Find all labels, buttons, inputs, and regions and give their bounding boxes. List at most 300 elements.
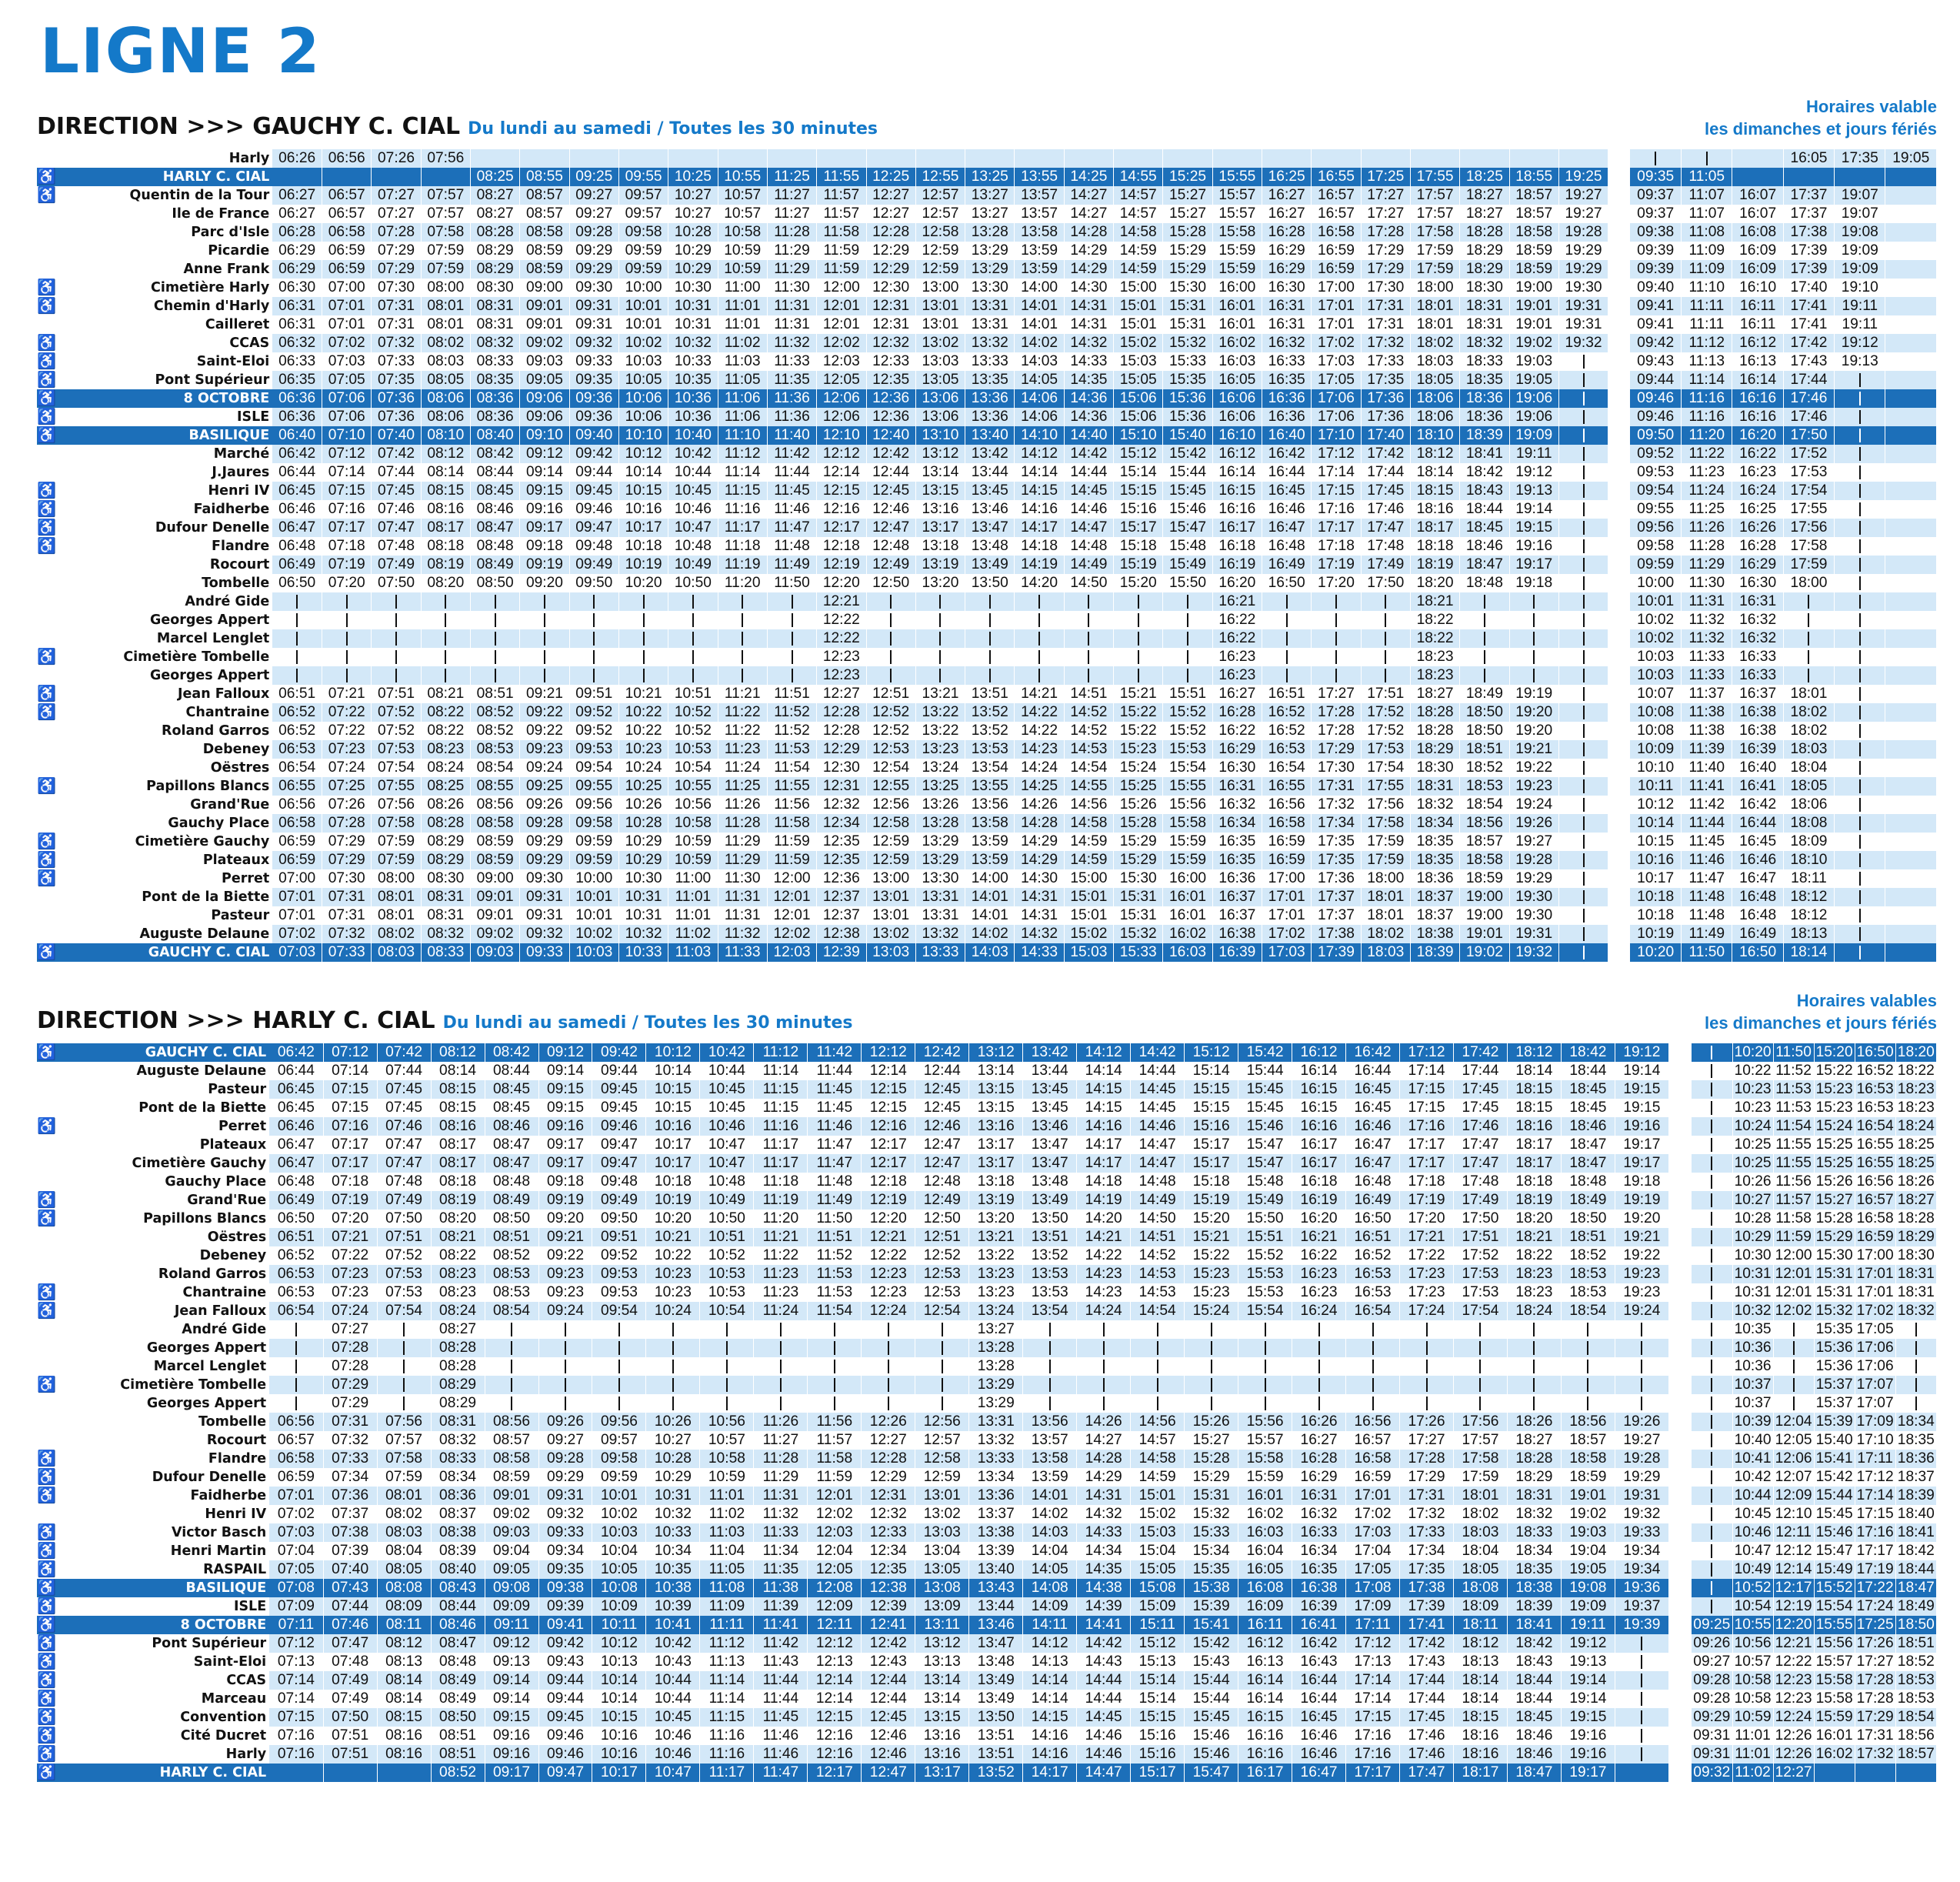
time-cell: 13:34 [969, 1468, 1023, 1487]
time-cell: 18:05 [1453, 1560, 1507, 1579]
time-cell [1885, 352, 1937, 371]
time-cell: 08:13 [377, 1653, 431, 1671]
time-cell [1835, 777, 1885, 796]
time-cell: 19:01 [1509, 297, 1558, 315]
time-cell: 06:32 [272, 334, 322, 352]
time-cell: 19:13 [1509, 482, 1558, 500]
time-cell [1885, 242, 1937, 260]
time-cell: 18:27 [1460, 205, 1509, 223]
time-cell: 17:41 [1783, 297, 1834, 315]
time-cell: 17:50 [1453, 1210, 1507, 1228]
time-cell: 06:52 [269, 1246, 323, 1265]
time-cell: 19:22 [1615, 1246, 1668, 1265]
time-cell: 13:51 [965, 685, 1015, 703]
no-stop-bar [1038, 669, 1040, 682]
time-cell: 07:27 [372, 205, 421, 223]
time-cell: 18:06 [1410, 389, 1459, 408]
stop-name: Pasteur [211, 908, 270, 923]
time-cell [1064, 648, 1113, 666]
time-cell: 08:44 [431, 1597, 485, 1616]
no-stop-bar [1711, 1507, 1712, 1521]
time-cell: 06:57 [322, 186, 372, 205]
no-stop-bar [346, 613, 348, 627]
time-cell: 11:05 [700, 1560, 754, 1579]
time-cell: 19:32 [1509, 943, 1558, 962]
time-cell: 15:44 [1185, 1690, 1238, 1708]
time-cell: 10:42 [1732, 1468, 1773, 1487]
wheelchair-icon: ♿ [37, 649, 56, 666]
time-cell: 16:28 [1292, 1450, 1346, 1468]
time-cell: 09:31 [520, 888, 569, 906]
time-cell: 12:23 [1773, 1690, 1814, 1708]
no-stop-bar [643, 650, 645, 664]
time-cell: 17:02 [1312, 334, 1361, 352]
time-cell: 15:39 [1814, 1413, 1855, 1431]
no-stop-bar [544, 650, 545, 664]
time-cell: 08:17 [431, 1154, 485, 1173]
time-cell: 12:47 [862, 1764, 915, 1782]
time-cell: 13:11 [915, 1616, 969, 1634]
time-cell: 13:52 [1023, 1246, 1077, 1265]
time-cell: 19:24 [1615, 1302, 1668, 1320]
time-cell [1885, 759, 1937, 777]
time-cell [1895, 1357, 1936, 1376]
no-stop-bar [888, 1378, 889, 1392]
time-cell: 07:47 [323, 1634, 377, 1653]
column-gap [1668, 1154, 1692, 1173]
table-row [37, 629, 1937, 648]
time-cell: 18:27 [1507, 1431, 1561, 1450]
time-cell: 12:18 [817, 537, 866, 556]
no-stop-bar [1211, 1378, 1212, 1392]
time-cell [1732, 168, 1783, 186]
time-cell: 18:06 [1410, 408, 1459, 426]
time-cell: 15:29 [1114, 833, 1163, 851]
stop-name: Chantraine [185, 705, 270, 720]
time-cell: 19:08 [1835, 223, 1885, 242]
time-cell: 14:46 [1077, 1745, 1131, 1764]
time-cell: 09:41 [1630, 315, 1681, 334]
no-stop-bar [1286, 595, 1288, 609]
time-cell: 15:29 [1114, 851, 1163, 869]
time-cell: 10:27 [646, 1431, 700, 1450]
time-cell: 12:33 [862, 1523, 915, 1542]
time-cell: 14:49 [1064, 556, 1113, 574]
time-cell: 10:53 [700, 1265, 754, 1283]
time-cell: 17:14 [1346, 1690, 1400, 1708]
column-gap [1668, 1653, 1692, 1671]
time-cell: 12:23 [817, 648, 866, 666]
time-cell: 12:27 [817, 685, 866, 703]
time-cell: 13:47 [965, 519, 1015, 537]
time-cell: 10:45 [1732, 1505, 1773, 1523]
no-stop-bar [1711, 1433, 1712, 1447]
time-cell [1615, 1727, 1668, 1745]
time-cell: 16:16 [1732, 408, 1783, 426]
time-cell: 12:01 [817, 297, 866, 315]
time-cell: 15:36 [1163, 389, 1212, 408]
time-cell [1885, 482, 1937, 500]
time-cell: 15:40 [1163, 426, 1212, 445]
time-cell: 09:32 [1692, 1764, 1732, 1782]
time-cell: 13:38 [969, 1523, 1023, 1542]
time-cell: 09:42 [1630, 334, 1681, 352]
time-cell: 16:31 [1292, 1487, 1346, 1505]
time-cell: 11:56 [767, 796, 816, 814]
time-cell [471, 629, 520, 648]
time-cell: 15:26 [1185, 1413, 1238, 1431]
no-stop-bar [1286, 613, 1288, 627]
time-cell: 10:39 [646, 1597, 700, 1616]
time-cell: 07:15 [323, 1099, 377, 1117]
no-stop-bar [1587, 1396, 1588, 1410]
time-cell: 16:11 [1732, 297, 1783, 315]
time-cell: 11:50 [1682, 943, 1732, 962]
time-cell: 06:48 [269, 1173, 323, 1191]
time-cell: 18:44 [1460, 500, 1509, 519]
time-cell: 08:54 [485, 1302, 538, 1320]
time-cell: 07:50 [323, 1708, 377, 1727]
time-cell: 15:36 [1814, 1357, 1855, 1376]
time-cell [808, 1376, 862, 1394]
time-cell: 08:15 [431, 1099, 485, 1117]
time-cell: 13:53 [1023, 1283, 1077, 1302]
time-cell: 09:28 [1692, 1671, 1732, 1690]
time-cell: 17:00 [1855, 1246, 1895, 1265]
time-cell: 16:00 [1212, 279, 1262, 297]
time-cell: 14:45 [1131, 1099, 1185, 1117]
column-gap [1608, 611, 1631, 629]
no-stop-bar [792, 595, 793, 609]
no-stop-bar [495, 613, 496, 627]
table-row [37, 1117, 1937, 1136]
time-cell [1131, 1320, 1185, 1339]
time-cell [1885, 685, 1937, 703]
time-cell: 07:29 [372, 242, 421, 260]
time-cell: 12:36 [817, 869, 866, 888]
time-cell: 09:30 [569, 279, 618, 297]
time-cell: 16:17 [1212, 519, 1262, 537]
time-cell: 13:58 [1015, 223, 1064, 242]
no-stop-bar [1859, 872, 1861, 886]
time-cell: 10:12 [646, 1043, 700, 1062]
time-cell: 14:53 [1131, 1265, 1185, 1283]
time-cell: 15:42 [1814, 1468, 1855, 1487]
time-cell: 17:42 [1400, 1634, 1454, 1653]
time-cell: 11:57 [1773, 1191, 1814, 1210]
time-cell: 19:12 [1835, 334, 1885, 352]
time-cell: 07:25 [322, 777, 372, 796]
time-cell: 16:38 [1732, 722, 1783, 740]
time-cell: 14:17 [1015, 519, 1064, 537]
time-cell: 17:01 [1346, 1487, 1400, 1505]
time-cell: 14:10 [1015, 426, 1064, 445]
time-cell: 13:35 [965, 371, 1015, 389]
time-cell: 13:49 [965, 556, 1015, 574]
no-stop-bar [780, 1378, 782, 1392]
no-stop-bar [1859, 539, 1861, 553]
time-cell: 12:08 [808, 1579, 862, 1597]
time-cell: 14:03 [1015, 352, 1064, 371]
time-cell: 19:01 [1460, 925, 1509, 943]
table-row [37, 685, 1937, 703]
time-cell: 11:03 [700, 1523, 754, 1542]
time-cell: 12:19 [862, 1191, 915, 1210]
time-cell: 18:49 [1460, 685, 1509, 703]
time-cell: 16:01 [1212, 297, 1262, 315]
column-gap [1608, 352, 1631, 371]
time-cell: 17:11 [1346, 1616, 1400, 1634]
time-cell: 18:35 [1410, 851, 1459, 869]
time-cell: 10:53 [668, 740, 718, 759]
time-cell: 16:57 [1312, 205, 1361, 223]
time-cell: 16:46 [1346, 1117, 1400, 1136]
table-row [37, 426, 1937, 445]
time-cell: 11:53 [1773, 1080, 1814, 1099]
time-cell: 12:21 [862, 1228, 915, 1246]
time-cell: 07:50 [372, 574, 421, 592]
time-cell: 07:57 [421, 205, 470, 223]
time-cell: 17:35 [1361, 371, 1410, 389]
time-cell: 12:30 [866, 279, 915, 297]
no-stop-bar [1187, 669, 1188, 682]
no-stop-bar [672, 1378, 674, 1392]
time-cell: 17:12 [1312, 445, 1361, 463]
time-cell: 09:01 [520, 297, 569, 315]
time-cell: 06:36 [272, 408, 322, 426]
time-cell: 18:14 [1453, 1671, 1507, 1690]
no-stop-bar [618, 1341, 620, 1355]
time-cell: 12:06 [817, 408, 866, 426]
time-cell: 12:43 [862, 1653, 915, 1671]
time-cell [767, 629, 816, 648]
time-cell [1346, 1339, 1400, 1357]
time-cell: 11:28 [767, 223, 816, 242]
time-cell: 09:46 [538, 1745, 592, 1764]
no-stop-bar [1049, 1341, 1051, 1355]
time-cell: 08:05 [421, 371, 470, 389]
time-cell: 12:36 [866, 389, 915, 408]
no-stop-bar [1641, 1341, 1642, 1355]
time-cell: 19:32 [1615, 1505, 1668, 1523]
no-stop-bar [1211, 1396, 1212, 1410]
time-cell: 19:12 [1561, 1634, 1615, 1653]
time-cell [1131, 1339, 1185, 1357]
time-cell: 15:59 [1212, 242, 1262, 260]
time-cell: 15:05 [1131, 1560, 1185, 1579]
time-cell: 12:26 [862, 1413, 915, 1431]
time-cell: 13:14 [969, 1062, 1023, 1080]
time-cell: 11:45 [754, 1708, 808, 1727]
wheelchair-icon: ♿ [37, 778, 56, 795]
time-cell: 14:19 [1077, 1191, 1131, 1210]
time-cell: 18:46 [1561, 1117, 1615, 1136]
time-cell: 09:31 [569, 315, 618, 334]
time-cell: 07:02 [272, 925, 322, 943]
time-cell: 08:58 [520, 223, 569, 242]
time-cell: 11:57 [808, 1431, 862, 1450]
table-row [37, 1431, 1937, 1450]
no-stop-bar [1372, 1360, 1374, 1373]
time-cell: 10:17 [646, 1154, 700, 1173]
no-stop-bar [593, 669, 595, 682]
time-cell [1885, 629, 1937, 648]
time-cell: 12:23 [1773, 1671, 1814, 1690]
time-cell [1835, 869, 1885, 888]
time-cell: 14:44 [1077, 1671, 1131, 1690]
time-cell: 07:16 [269, 1745, 323, 1764]
time-cell: 08:46 [431, 1616, 485, 1634]
time-cell: 15:36 [1814, 1339, 1855, 1357]
no-stop-bar [1587, 1341, 1588, 1355]
time-cell: 18:51 [1561, 1228, 1615, 1246]
time-cell: 09:29 [1692, 1708, 1732, 1727]
time-cell: 17:37 [1312, 906, 1361, 925]
wheelchair-icon: ♿ [37, 870, 56, 887]
time-cell: 06:58 [322, 223, 372, 242]
icon-cell [37, 205, 68, 223]
time-cell: 11:26 [754, 1413, 808, 1431]
time-cell [1885, 205, 1937, 223]
table-row [37, 352, 1937, 371]
no-stop-bar [1711, 1193, 1712, 1207]
time-cell: 13:06 [915, 408, 965, 426]
time-cell: 13:44 [969, 1597, 1023, 1616]
time-cell: 06:55 [272, 777, 322, 796]
time-cell: 08:22 [421, 722, 470, 740]
time-cell: 18:50 [1895, 1616, 1936, 1634]
time-cell: 10:58 [668, 814, 718, 833]
time-cell: 06:53 [272, 740, 322, 759]
time-cell: 14:52 [1064, 703, 1113, 722]
time-cell: 13:01 [915, 315, 965, 334]
time-cell: 19:23 [1615, 1265, 1668, 1283]
time-cell: 15:15 [1131, 1708, 1185, 1727]
time-cell: 15:59 [1238, 1468, 1292, 1487]
no-stop-bar [618, 1396, 620, 1410]
time-cell: 07:31 [322, 888, 372, 906]
time-cell: 10:58 [1732, 1671, 1773, 1690]
time-cell: 18:47 [1561, 1136, 1615, 1154]
no-stop-bar [1711, 1138, 1712, 1152]
time-cell: 13:18 [915, 537, 965, 556]
time-cell: 18:55 [1509, 168, 1558, 186]
time-cell [1023, 1357, 1077, 1376]
time-cell [965, 149, 1015, 168]
time-cell: 17:49 [1361, 556, 1410, 574]
time-cell: 17:10 [1855, 1431, 1895, 1450]
table-row [37, 1376, 1937, 1394]
time-cell: 15:22 [1114, 703, 1163, 722]
time-cell: 06:49 [272, 556, 322, 574]
time-cell: 10:24 [1732, 1117, 1773, 1136]
time-cell: 12:51 [866, 685, 915, 703]
time-cell [1238, 1376, 1292, 1394]
time-cell: 10:08 [1630, 722, 1681, 740]
stop-name: Georges Appert [146, 1396, 267, 1411]
time-cell: 09:52 [1630, 445, 1681, 463]
time-cell: 19:31 [1558, 297, 1608, 315]
time-cell: 15:25 [1114, 777, 1163, 796]
time-cell: 16:53 [1262, 740, 1312, 759]
stop-name: Saint-Eloi [193, 1654, 267, 1670]
time-cell [1615, 1653, 1668, 1671]
time-cell: 17:05 [1346, 1560, 1400, 1579]
time-cell: 17:52 [1361, 703, 1410, 722]
time-cell: 08:43 [431, 1579, 485, 1597]
time-cell [1561, 1394, 1615, 1413]
time-cell: 07:15 [323, 1080, 377, 1099]
time-cell [1312, 149, 1361, 168]
time-cell: 13:25 [915, 777, 965, 796]
time-cell [1262, 629, 1312, 648]
time-cell: 11:59 [808, 1468, 862, 1487]
time-cell: 10:20 [618, 574, 668, 592]
time-cell: 11:03 [668, 943, 718, 962]
time-cell: 11:01 [718, 297, 767, 315]
time-cell [569, 149, 618, 168]
time-cell: 12:02 [808, 1505, 862, 1523]
time-cell: 09:18 [538, 1173, 592, 1191]
time-cell: 13:50 [965, 574, 1015, 592]
time-cell: 16:13 [1732, 352, 1783, 371]
column-gap [1608, 500, 1631, 519]
time-cell: 09:31 [1692, 1745, 1732, 1764]
time-cell: 19:01 [1509, 315, 1558, 334]
time-cell: 18:59 [1509, 260, 1558, 279]
time-cell: 09:03 [471, 943, 520, 962]
time-cell [1835, 371, 1885, 389]
time-cell: 14:16 [1023, 1745, 1077, 1764]
time-cell: 14:26 [1015, 796, 1064, 814]
time-cell [592, 1320, 646, 1339]
time-cell: 09:14 [485, 1671, 538, 1690]
time-cell: 17:20 [1312, 574, 1361, 592]
time-cell: 11:04 [700, 1542, 754, 1560]
time-cell: 12:19 [817, 556, 866, 574]
no-stop-bar [1533, 1341, 1535, 1355]
time-cell: 13:58 [965, 814, 1015, 833]
time-cell: 18:48 [1561, 1173, 1615, 1191]
no-stop-bar [1157, 1360, 1158, 1373]
time-cell: 15:01 [1064, 906, 1113, 925]
time-cell: 10:18 [1630, 906, 1681, 925]
no-stop-bar [1211, 1360, 1212, 1373]
time-cell: 07:26 [322, 796, 372, 814]
time-cell: 11:31 [767, 297, 816, 315]
time-cell: 09:45 [569, 482, 618, 500]
time-cell: 09:38 [1630, 223, 1681, 242]
time-cell: 18:56 [1561, 1413, 1615, 1431]
column-gap [1668, 1487, 1692, 1505]
time-cell: 15:13 [1131, 1653, 1185, 1671]
time-cell: 07:21 [322, 685, 372, 703]
time-cell: 08:35 [471, 371, 520, 389]
time-cell: 17:01 [1855, 1265, 1895, 1283]
time-cell: 12:01 [1773, 1265, 1814, 1283]
time-cell: 10:47 [700, 1154, 754, 1173]
time-cell: 18:45 [1507, 1708, 1561, 1727]
time-cell: 07:29 [323, 1376, 377, 1394]
no-stop-bar [1583, 373, 1585, 387]
no-stop-bar [1793, 1396, 1795, 1410]
time-cell [1885, 334, 1937, 352]
time-cell: 08:59 [485, 1468, 538, 1487]
time-cell: 15:12 [1131, 1634, 1185, 1653]
no-stop-bar [1265, 1323, 1266, 1336]
time-cell: 16:29 [1732, 556, 1783, 574]
time-cell: 11:59 [1773, 1228, 1814, 1246]
